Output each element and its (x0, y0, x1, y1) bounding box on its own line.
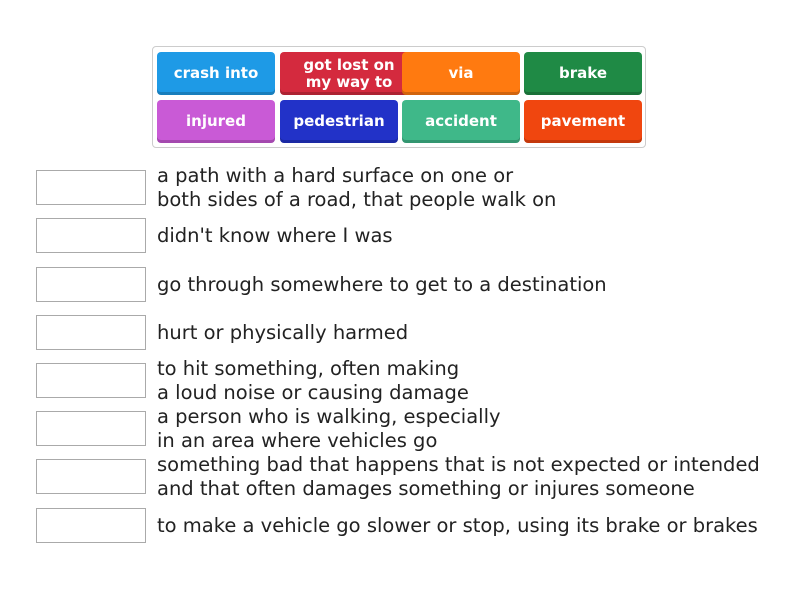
match-row (36, 212, 776, 260)
drop-box[interactable] (36, 315, 146, 350)
word-tile-got-lost-on-my-way-to[interactable]: got lost on my way to (280, 52, 418, 95)
word-tile-injured[interactable]: injured (157, 100, 275, 143)
match-row (36, 357, 776, 405)
definition-text: to make a vehicle go slower or stop, using its brake or brakes (157, 514, 758, 537)
definition-text: something bad that happens that is not expected or intended and that often damages something or injures someone (157, 453, 760, 500)
definition-text: to hit something, often making a loud noise or causing damage (157, 357, 469, 404)
definition-text: go through somewhere to get to a destination (157, 273, 607, 296)
drop-box[interactable] (36, 170, 146, 205)
word-tile-brake[interactable]: brake (524, 52, 642, 95)
definition-text: hurt or physically harmed (157, 321, 409, 344)
drop-box[interactable] (36, 508, 146, 543)
drop-box[interactable] (36, 363, 146, 398)
drop-box[interactable] (36, 411, 146, 446)
match-row (36, 261, 776, 309)
word-tile-via[interactable]: via (402, 52, 520, 95)
definition-text: didn't know where I was (157, 224, 393, 247)
drop-box[interactable] (36, 267, 146, 302)
match-row (36, 405, 776, 453)
word-tile-pavement[interactable]: pavement (524, 100, 642, 143)
word-tile-accident[interactable]: accident (402, 100, 520, 143)
drop-box[interactable] (36, 459, 146, 494)
match-row (36, 453, 776, 501)
match-row (36, 309, 776, 357)
word-tile-pedestrian[interactable]: pedestrian (280, 100, 398, 143)
match-row (36, 502, 776, 550)
match-row (36, 164, 776, 212)
definition-text: a path with a hard surface on one or both sides of a road, that people walk on (157, 164, 557, 211)
definition-text: a person who is walking, especially in an area where vehicles go (157, 405, 501, 452)
word-tile-crash-into[interactable]: crash into (157, 52, 275, 95)
drop-box[interactable] (36, 218, 146, 253)
